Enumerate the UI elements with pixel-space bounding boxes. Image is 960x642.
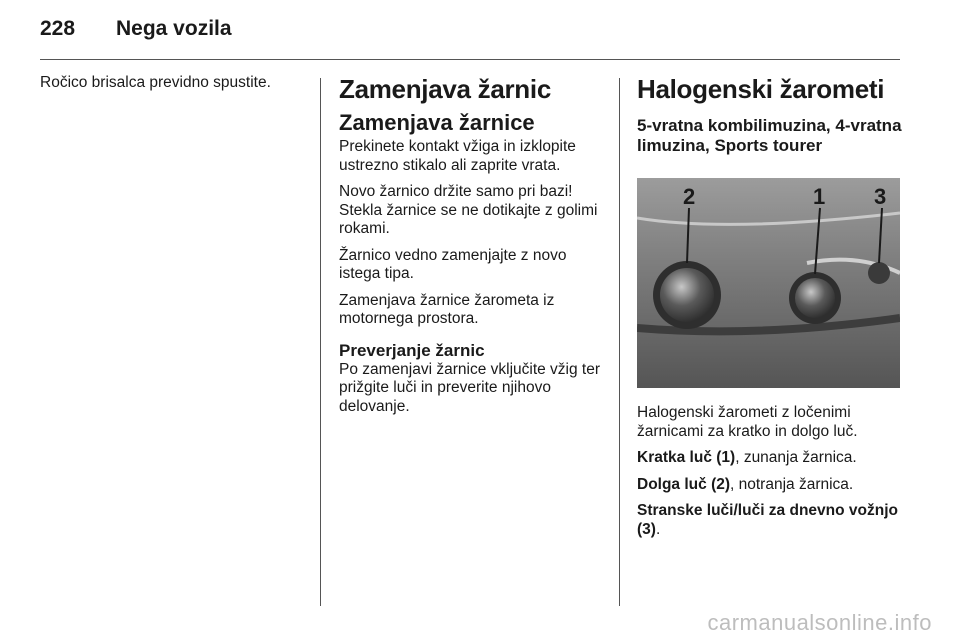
bulb-replacement-heading: Zamenjava žarnic xyxy=(339,74,551,104)
bulb-item-label: Kratka luč (1) xyxy=(637,449,736,466)
figure-label-2: 2 xyxy=(683,184,696,209)
figure-label-3: 3 xyxy=(874,184,887,209)
headlight-photo xyxy=(637,178,900,388)
column-1 xyxy=(40,74,310,101)
header-divider xyxy=(40,59,900,60)
column-2 xyxy=(339,74,609,424)
paragraph: Novo žarnico držite samo pri bazi! Stekla žarnice se ne dotikajte z golimi rokami. xyxy=(339,183,598,237)
bulb-item-label: Dolga luč (2) xyxy=(637,475,731,493)
headlight-illustration xyxy=(637,178,900,388)
page-number: 228 xyxy=(40,17,76,40)
bulb-item-text: , notranja žarnica. xyxy=(730,475,854,493)
bulb-item-text: , zunanja žarnica. xyxy=(735,449,857,466)
paragraph: Prekinete kontakt vžiga in izklopite ustrezno stikalo ali zaprite vrata. xyxy=(339,138,576,174)
paragraph: Žarnico vedno zamenjajte z novo istega tipa. xyxy=(339,246,567,282)
column-divider-2 xyxy=(619,78,620,606)
intro-text: Ročico brisalca previdno spustite. xyxy=(40,74,271,91)
section-title: Nega vozila xyxy=(116,17,232,40)
bulb-check-heading: Preverjanje žarnic xyxy=(339,340,485,360)
bulb-replacement-subheading: Zamenjava žarnice xyxy=(339,110,535,135)
bulb-item-text: . xyxy=(655,520,661,538)
bulb-item xyxy=(637,449,907,468)
bulb-item xyxy=(637,476,907,495)
vehicle-variants-subheading: 5-vratna kombilimuzina, 4-vratna limuzina, Sports tourer xyxy=(637,116,902,155)
column-divider-1 xyxy=(320,78,321,606)
paragraph: Zamenjava žarnice žarometa iz motornega prostora. xyxy=(339,291,555,327)
column-3 xyxy=(637,74,907,547)
figure-caption: Halogenski žarometi z ločenimi žarnicami za kratko in dolgo luč. xyxy=(637,404,858,440)
page-header xyxy=(40,17,232,47)
bulb-item-label: Stranske luči/luči za dnevno vožnjo (3) xyxy=(637,502,898,538)
figure-label-1: 1 xyxy=(813,184,826,209)
bulb-check-text: Po zamenjavi žarnice vključite vžig ter prižgite luči in preverite njihovo delovanje. xyxy=(339,360,601,415)
halogen-headlights-heading: Halogenski žarometi xyxy=(637,74,885,104)
watermark: carmanualsonline.info xyxy=(707,610,932,635)
bulb-item xyxy=(637,502,907,539)
